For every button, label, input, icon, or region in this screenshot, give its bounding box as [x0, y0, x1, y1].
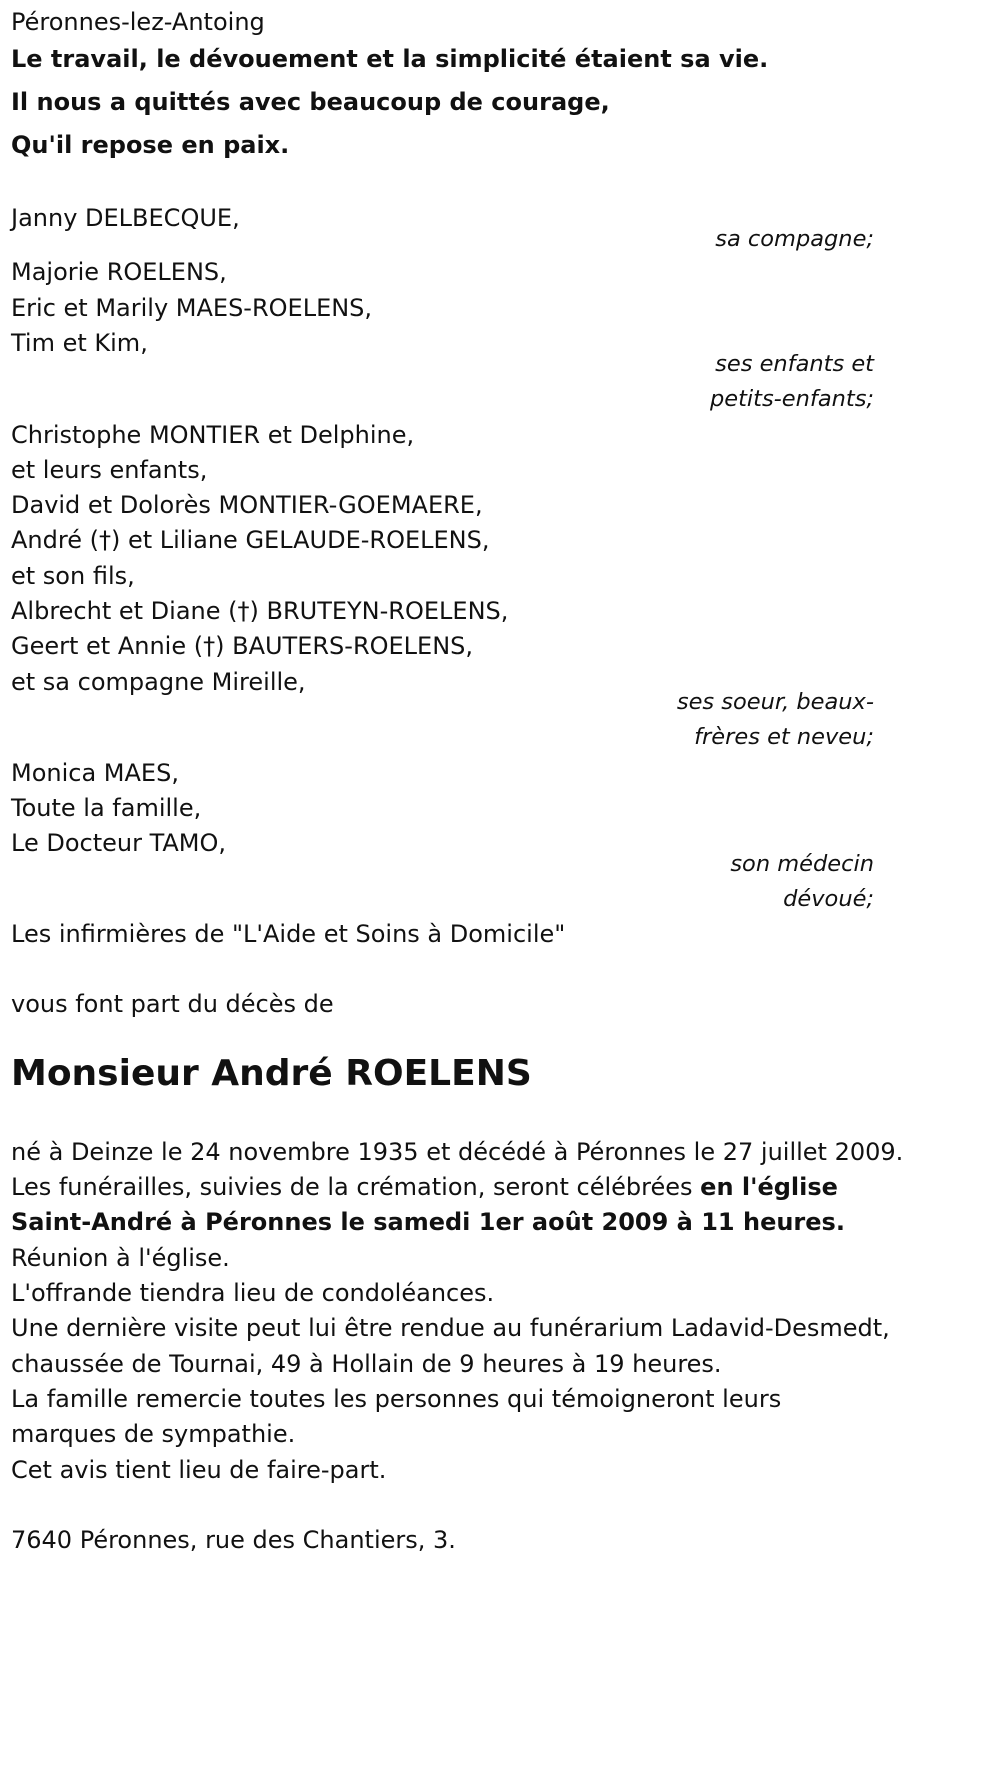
family-name: Christophe MONTIER et Delphine, [11, 421, 415, 449]
detail-line: marques de sympathie. [11, 1420, 296, 1448]
motto-line: Qu'il repose en paix. [11, 131, 290, 159]
deceased-name: Monsieur André ROELENS [11, 1053, 532, 1094]
relation-label: dévoué; [783, 886, 874, 912]
relation-label: petits-enfants; [709, 386, 874, 412]
funeral-line [11, 1173, 838, 1201]
relation-label: ses soeur, beaux- [676, 689, 874, 715]
family-name: Monica MAES, [11, 759, 179, 787]
detail-line: La famille remercie toutes les personnes qui témoigneront leurs [11, 1385, 782, 1413]
relation-label: frères et neveu; [694, 724, 874, 750]
relation-label: ses enfants et [715, 351, 874, 377]
detail-line: Réunion à l'église. [11, 1244, 230, 1272]
family-name: Geert et Annie (†) BAUTERS-ROELENS, [11, 632, 474, 660]
detail-line: né à Deinze le 24 novembre 1935 et décédé à Péronnes le 27 juillet 2009. [11, 1138, 904, 1166]
family-name: Tim et Kim, [11, 329, 148, 357]
detail-line: Cet avis tient lieu de faire-part. [11, 1456, 387, 1484]
family-name: David et Dolorès MONTIER-GOEMAERE, [11, 491, 483, 519]
family-name: Les infirmières de "L'Aide et Soins à Domicile" [11, 920, 566, 948]
funeral-line: Saint-André à Péronnes le samedi 1er août 2009 à 11 heures. [11, 1208, 845, 1236]
location: Péronnes-lez-Antoing [11, 8, 265, 36]
motto-line: Le travail, le dévouement et la simplicité étaient sa vie. [11, 45, 769, 73]
detail-line: chaussée de Tournai, 49 à Hollain de 9 heures à 19 heures. [11, 1350, 722, 1378]
funeral-place: en l'église [700, 1173, 838, 1201]
family-name: Majorie ROELENS, [11, 258, 227, 286]
family-name: André (†) et Liliane GELAUDE-ROELENS, [11, 526, 490, 554]
family-name: Albrecht et Diane (†) BRUTEYN-ROELENS, [11, 597, 509, 625]
relation-label: sa compagne; [715, 226, 874, 252]
family-name: Janny DELBECQUE, [11, 204, 240, 232]
family-name: et son fils, [11, 562, 135, 590]
family-name: Le Docteur TAMO, [11, 829, 227, 857]
detail-line: Une dernière visite peut lui être rendue au funérarium Ladavid-Desmedt, [11, 1314, 890, 1342]
announcement: vous font part du décès de [11, 990, 334, 1018]
address: 7640 Péronnes, rue des Chantiers, 3. [11, 1526, 456, 1554]
family-name: et sa compagne Mireille, [11, 668, 306, 696]
relation-label: son médecin [730, 851, 874, 877]
family-name: et leurs enfants, [11, 456, 208, 484]
family-name: Toute la famille, [11, 794, 202, 822]
family-name: Eric et Marily MAES-ROELENS, [11, 294, 373, 322]
motto-line: Il nous a quittés avec beaucoup de courage, [11, 88, 610, 116]
detail-line: L'offrande tiendra lieu de condoléances. [11, 1279, 495, 1307]
funeral-text: Les funérailles, suivies de la crémation, seront célébrées [11, 1173, 701, 1201]
